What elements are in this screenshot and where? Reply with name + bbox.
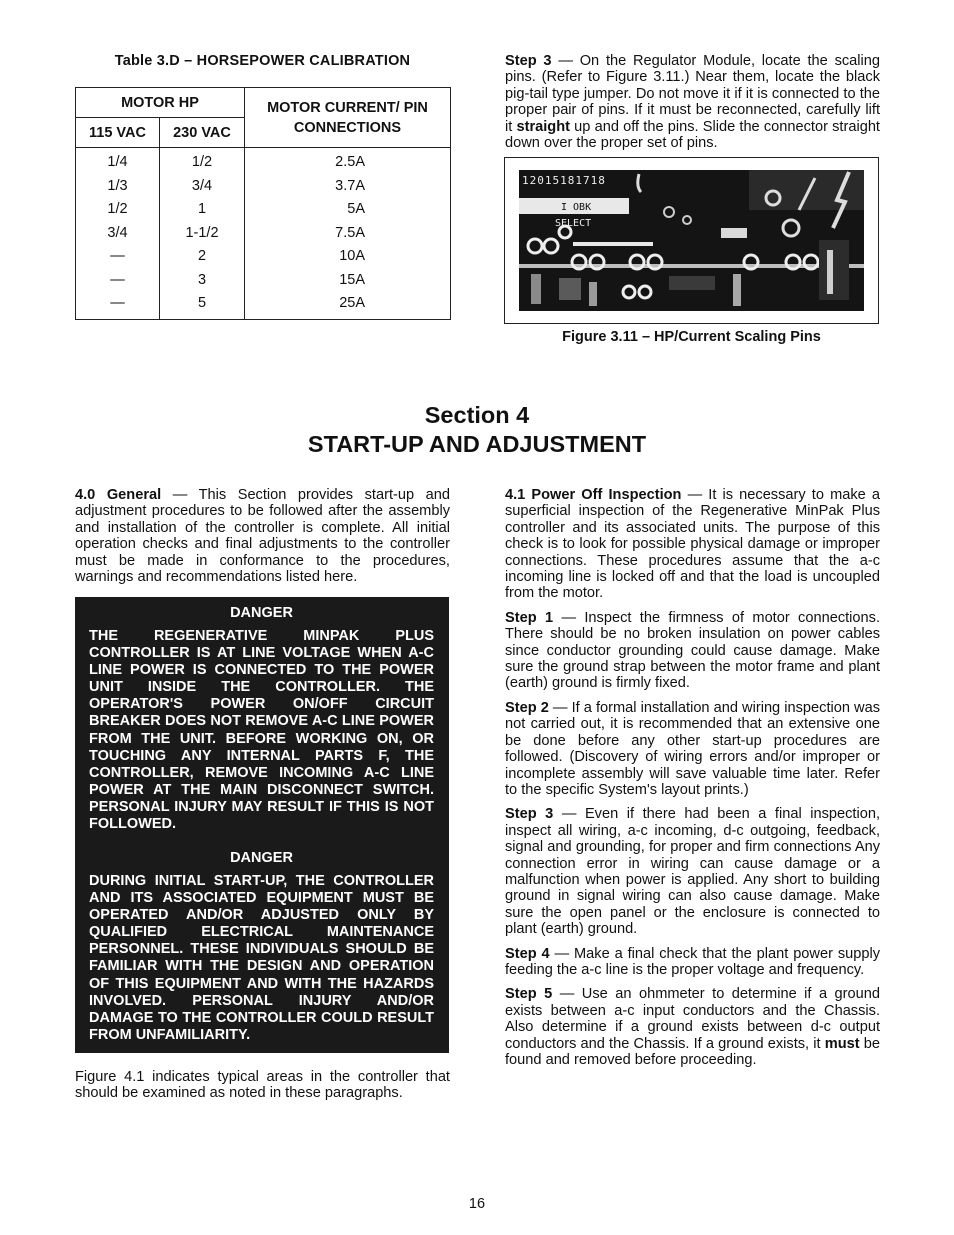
- step-paragraph: Step 5 — Use an ohmmeter to determine if a ground exists between a-c input conductors and the Chassis. Also determine if a ground exists between d-c output conductors and the Chassis. If a ground exists, it must be found and removed before proceeding.: [505, 986, 881, 1068]
- photo-label-obk: I OBK: [561, 202, 592, 213]
- step3-scaling-pins-paragraph: Step 3 — On the Regulator Module, locate the scaling pins. (Refer to Figure 3.11.) Near them, locate the black pig-tail type jumper. Do not move it if it is connected to the proper pair of pins. If it must be reconnected, carefully lift it straight up and off the pins. Slide the connector straight down over the proper set of pins.: [505, 53, 881, 152]
- step-paragraph: Step 2 — If a formal installation and wiring inspection was not carried out, it is recommended that an extensive one be done before any other start-up procedures are followed. (Discovery of wiring errors and/or improper or incomplete assembly will save valuable time later. Refer to the specific System's layout prints.): [505, 699, 880, 798]
- power-off-paragraph: 4.1 Power Off Inspection — It is necessary to make a superficial inspection of the Regenerative MinPak Plus controller and its associated units. The purpose of this check is to look for possible physical damage or improper connections. These procedures assume that the a-c incoming line is locked off and that the load is uncoupled from the motor.: [505, 487, 880, 602]
- table-title: Table 3.D – HORSEPOWER CALIBRATION: [114, 53, 411, 69]
- figure-frame: [504, 157, 879, 324]
- header-230vac: 230 VAC: [160, 118, 245, 148]
- paragraph-label: 4.0 General: [75, 487, 162, 503]
- step-label: Step 2: [505, 699, 549, 716]
- circuit-board-image: [519, 170, 864, 311]
- emphasis: must: [824, 1035, 860, 1052]
- page-number: 16: [468, 1196, 486, 1212]
- danger-heading: DANGER: [230, 605, 293, 621]
- table-row: 1/2 1 5A: [76, 198, 451, 222]
- step-label: Step 1: [505, 609, 554, 626]
- figure-caption: Figure 3.11 – HP/Current Scaling Pins: [562, 329, 821, 345]
- step-label: Step 3: [505, 806, 554, 823]
- table-row: — 2 10A: [76, 245, 451, 269]
- table-row: 1/3 3/4 3.7A: [76, 175, 451, 199]
- paragraph-label: 4.1 Power Off Inspection: [505, 487, 682, 503]
- header-motor-current: MOTOR CURRENT/ PIN CONNECTIONS: [245, 88, 451, 148]
- photo-label-numbers: 12015181718: [522, 174, 606, 187]
- scaling-pins-photo: [519, 170, 864, 311]
- table-row: — 3 15A: [76, 269, 451, 293]
- step-paragraph: Step 3 — Even if there had been a final inspection, inspect all wiring, a-c incoming, d-c outgoing, feedback, signal and grounding, for proper and firm connections Any connection error in wiring can cause damage or a malfunction when power is applied. Any short to building ground in signal wiring can also cause damage. Make sure the open panel or the enclosure is connected to plant (earth) ground.: [505, 806, 880, 938]
- danger-text: DURING INITIAL START-UP, THE CONTROLLER AND ITS ASSOCIATED EQUIPMENT MUST BE OPERATED AND/OR ADJUSTED ONLY BY QUALIFIED ELECTRICAL MAINTENANCE PERSONNEL. THESE INDIVIDUALS SHOULD BE FAMILIAR WITH THE DESIGN AND OPERATION OF THIS EQUIPMENT AND WITH THE HAZARDS INVOLVED. PERSONAL INJURY AND/OR DAMAGE TO THE CONTROLLER COULD RESULT FROM UNFAMILIARITY.: [89, 873, 434, 1043]
- danger-heading: DANGER: [230, 850, 293, 866]
- table-row: 3/4 1-1/2 7.5A: [76, 222, 451, 246]
- danger-box: [75, 842, 449, 1053]
- photo-label-select: SELECT: [555, 218, 592, 229]
- step-label: Step 5: [505, 986, 553, 1003]
- emphasis: straight: [516, 118, 570, 135]
- inspection-column: [505, 487, 880, 1076]
- section-heading: [0, 401, 954, 459]
- step-label: Step 4: [505, 945, 550, 962]
- danger-box: [75, 597, 449, 842]
- header-motor-hp: MOTOR HP: [76, 88, 245, 118]
- section-number: Section 4: [424, 402, 530, 428]
- step-label: Step 3: [505, 53, 552, 69]
- step-paragraph: Step 1 — Inspect the firmness of motor connections. There should be no broken insulation on power cables since conductor grounding could cause damage. Make sure the ground strap between the motor frame and plant (earth) ground is firmly fixed.: [505, 609, 881, 692]
- table-row: 1/4 1/2 2.5A: [76, 148, 451, 175]
- step-paragraph: Step 4 — Make a final check that the plant power supply feeding the a-c line is the proper voltage and frequency.: [505, 945, 881, 978]
- section-title: START-UP AND ADJUSTMENT: [307, 431, 647, 457]
- horsepower-calibration-table: [75, 87, 451, 320]
- danger-text: THE REGENERATIVE MINPAK PLUS CONTROLLER IS AT LINE VOLTAGE WHEN A-C LINE POWER IS CONNECTED TO THE POWER UNIT INSIDE THE CONTROLLER. THE OPERATOR'S POWER ON/OFF CIRCUIT BREAKER DOES NOT REMOVE A-C LINE POWER FROM THE UNIT. BEFORE WORKING ON, OR TOUCHING ANY INTERNAL PARTS F, THE CONTROLLER, REMOVE INCOMING A-C LINE POWER AT THE MAIN DISCONNECT SWITCH. PERSONAL INJURY MAY RESULT IF THIS IS NOT FOLLOWED.: [89, 628, 434, 833]
- table-row: — 5 25A: [76, 292, 451, 319]
- header-115vac: 115 VAC: [76, 118, 160, 148]
- general-paragraph: 4.0 General — This Section provides start-up and adjustment procedures to be followed after the assembly and installation of the controller is complete. All initial operation checks and final adjustments to the controller must be made in conformance to the procedures, warnings and recommendations listed here.: [75, 487, 450, 586]
- figure-reference-paragraph: Figure 4.1 indicates typical areas in the controller that should be examined as noted in these paragraphs.: [75, 1069, 450, 1102]
